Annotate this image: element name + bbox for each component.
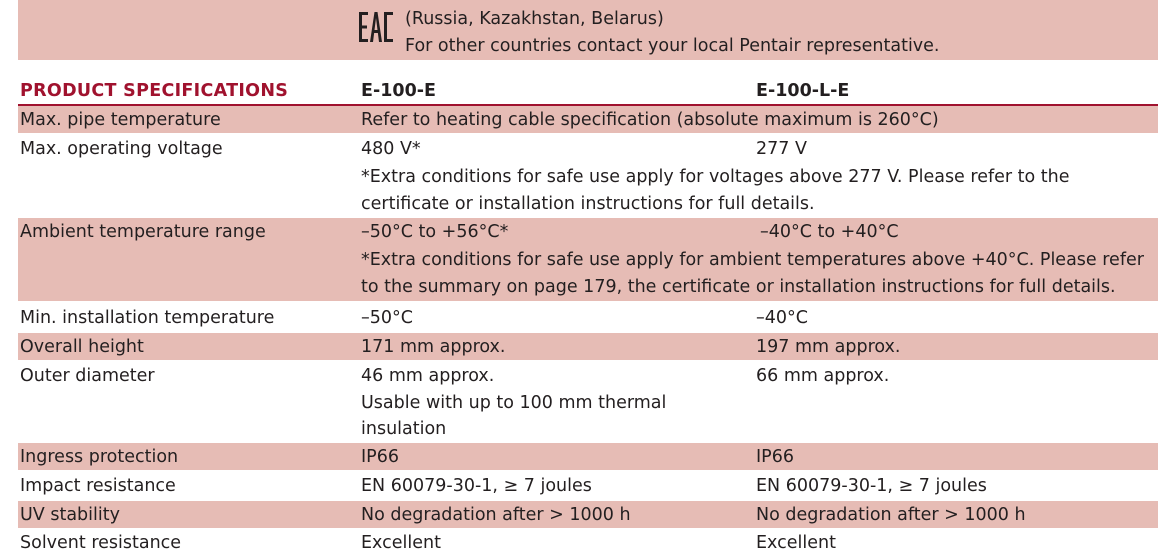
row-overall-height: [18, 333, 1158, 360]
spec-label: Ambient temperature range: [20, 222, 266, 242]
row-ingress-protection: [18, 443, 1158, 470]
spec-value: Excellent: [756, 533, 836, 553]
spec-label: Max. pipe temperature: [20, 110, 221, 130]
spec-label: Impact resistance: [20, 476, 176, 496]
spec-value: –50°C: [361, 308, 413, 328]
spec-footnote: *Extra conditions for safe use apply for voltages above 277 V. Please refer to the: [361, 167, 1070, 187]
spec-footnote: to the summary on page 179, the certificate or installation instructions for full details.: [361, 277, 1116, 297]
spec-value: 197 mm approx.: [756, 337, 901, 357]
certification-contact-note: For other countries contact your local Pentair representative.: [405, 36, 940, 56]
section-title: PRODUCT SPECIFICATIONS: [20, 81, 289, 101]
eac-mark-icon: [358, 10, 398, 44]
spec-value: No degradation after > 1000 h: [361, 505, 631, 525]
spec-label: Overall height: [20, 337, 144, 357]
spec-label: Max. operating voltage: [20, 139, 223, 159]
spec-value: IP66: [756, 447, 794, 467]
spec-label: Min. installation temperature: [20, 308, 275, 328]
spec-value: –40°C to +40°C: [760, 222, 899, 242]
spec-value: EN 60079-30-1, ≥ 7 joules: [756, 476, 987, 496]
spec-value: No degradation after > 1000 h: [756, 505, 1026, 525]
spec-footnote: *Extra conditions for safe use apply for ambient temperatures above +40°C. Please refer: [361, 250, 1144, 270]
spec-label: Ingress protection: [20, 447, 179, 467]
spec-value: –40°C: [756, 308, 808, 328]
spec-label: Outer diameter: [20, 366, 155, 386]
spec-value: –50°C to +56°C*: [361, 222, 509, 242]
spec-value: 46 mm approx.: [361, 366, 495, 386]
model-header-e-100-l-e: E-100-L-E: [756, 81, 850, 101]
certification-regions: (Russia, Kazakhstan, Belarus): [405, 9, 664, 29]
spec-footnote: insulation: [361, 419, 447, 439]
spec-value: 171 mm approx.: [361, 337, 506, 357]
spec-value: Refer to heating cable specification (absolute maximum is 260°C): [361, 110, 939, 130]
spec-value: 277 V: [756, 139, 807, 159]
spec-value: Excellent: [361, 533, 441, 553]
spec-value: IP66: [361, 447, 399, 467]
spec-footnote: certificate or installation instructions for full details.: [361, 194, 815, 214]
spec-label: Solvent resistance: [20, 533, 182, 553]
spec-value: 480 V*: [361, 139, 421, 159]
spec-footnote: Usable with up to 100 mm thermal: [361, 393, 667, 413]
spec-label: UV stability: [20, 505, 120, 525]
spec-value: EN 60079-30-1, ≥ 7 joules: [361, 476, 592, 496]
model-header-e-100-e: E-100-E: [361, 81, 436, 101]
spec-value: 66 mm approx.: [756, 366, 890, 386]
